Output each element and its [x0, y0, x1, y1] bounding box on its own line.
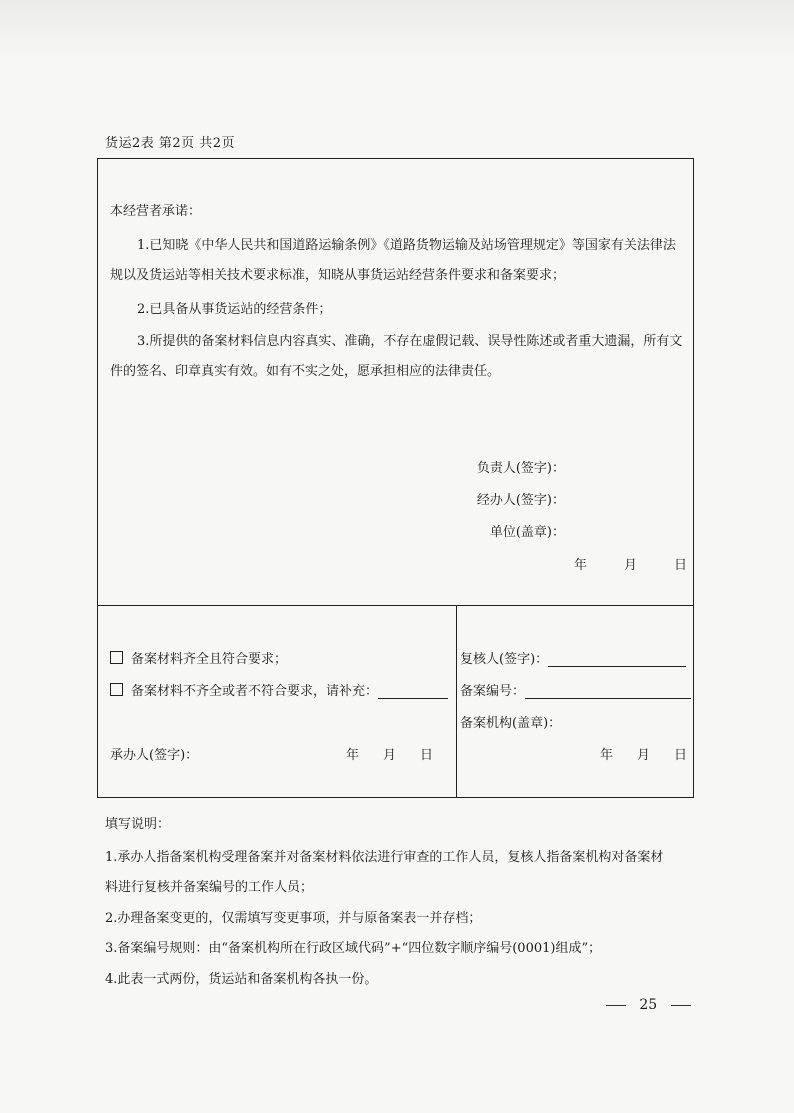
pledge-item-1-line-2: 规以及货运站等相关技术要求标准，知晓从事货运站经营条件要求和备案要求； [110, 268, 566, 283]
pledge-item-3-line-1: 3.所提供的备案材料信息内容真实、准确，不存在虚假记载、误导性陈述或者重大遗漏，所有文 [137, 334, 683, 349]
dash-left [606, 1005, 626, 1006]
page-number-text: 25 [639, 997, 658, 1013]
supplement-blank[interactable] [378, 684, 448, 699]
instruction-1-line-1: 1.承办人指备案机构受理备案并对备案材料依法进行审查的工作人员，复核人指备案机构对备案材 [105, 850, 664, 865]
date-month: 月 [383, 748, 397, 763]
unit-seal-field[interactable]: 单位(盖章)： [489, 525, 565, 540]
reviewer-signature-row[interactable] [460, 648, 686, 667]
record-number-blank[interactable] [525, 684, 691, 699]
date-month: 月 [636, 748, 650, 763]
instructions-title: 填写说明： [105, 817, 171, 832]
handler-signature-field[interactable]: 承办人(签字)： [110, 748, 199, 763]
pledge-item-1-line-1: 1.已知晓《中华人民共和国道路运输条例》《道路货物运输及站场管理规定》等国家有关法律法 [137, 238, 676, 253]
instruction-4: 4.此表一式两份，货运站和备案机构各执一份。 [105, 972, 378, 987]
instruction-3: 3.备案编号规则：由“备案机构所在行政区域代码”+“四位数字顺序编号(0001)组成”； [105, 941, 602, 956]
form-header: 货运2表 第2页 共2页 [105, 136, 236, 151]
check-complete-row[interactable] [110, 648, 287, 667]
handler-date[interactable] [346, 744, 433, 763]
check-incomplete-row[interactable] [110, 680, 448, 699]
pledge-item-2: 2.已具备从事货运站的经营条件； [137, 302, 332, 317]
date-day: 日 [420, 748, 434, 763]
check-complete-label: 备案材料齐全且符合要求； [131, 652, 288, 667]
date-year: 年 [573, 558, 587, 573]
reviewer-blank[interactable] [548, 652, 686, 667]
form-table [97, 158, 694, 798]
checkbox-icon[interactable] [110, 651, 123, 664]
date-year: 年 [599, 748, 613, 763]
date-day: 日 [673, 558, 687, 573]
date-day: 日 [673, 748, 687, 763]
dash-right [671, 1005, 691, 1006]
date-year: 年 [346, 748, 360, 763]
agent-signature-field[interactable]: 经办人(签字)： [476, 493, 565, 508]
responsible-signature-field[interactable]: 负责人(签字)： [476, 461, 565, 476]
scan-edge-shadow [0, 0, 794, 60]
record-number-row[interactable] [460, 680, 691, 699]
pledge-title: 本经营者承诺： [110, 204, 202, 219]
pledge-section [98, 159, 693, 606]
pledge-date[interactable] [574, 554, 687, 573]
check-incomplete-label: 备案材料不齐全或者不符合要求，请补充： [131, 684, 379, 699]
page-number [606, 997, 691, 1013]
checkbox-icon[interactable] [110, 683, 123, 696]
record-org-seal-field[interactable]: 备案机构(盖章)： [460, 716, 562, 731]
section-divider [456, 606, 457, 797]
reviewer-label: 复核人(签字)： [460, 652, 549, 667]
review-date[interactable] [600, 744, 687, 763]
instruction-1-line-2: 料进行复核并备案编号的工作人员； [105, 880, 314, 895]
instruction-2: 2.办理备案变更的，仅需填写变更事项，并与原备案表一并存档； [105, 911, 482, 926]
record-number-label: 备案编号： [460, 684, 526, 699]
pledge-item-3-line-2: 件的签名、印章真实有效。如有不实之处，愿承担相应的法律责任。 [110, 364, 501, 379]
date-month: 月 [623, 558, 637, 573]
